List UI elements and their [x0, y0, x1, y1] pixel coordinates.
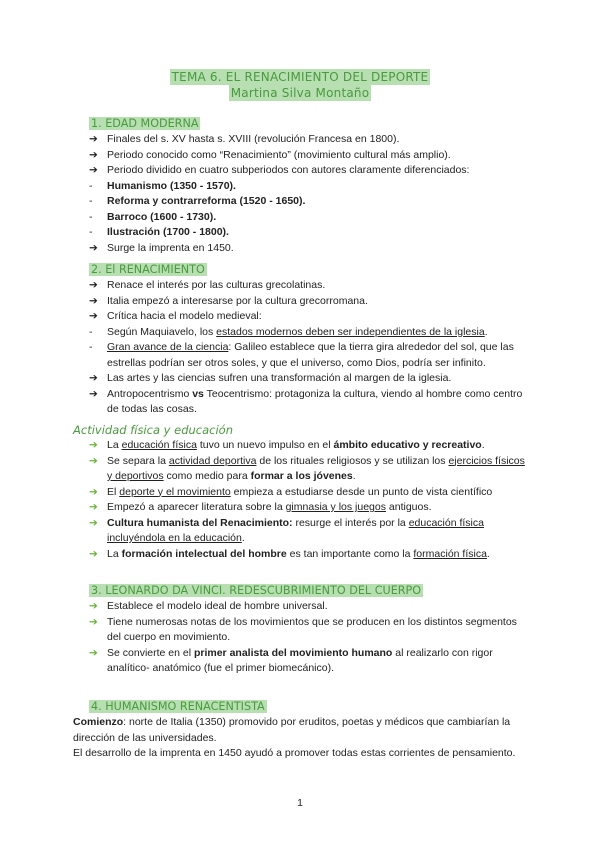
paragraph-imprenta: El desarrollo de la imprenta en 1450 ayudó a promover todas estas corrientes de pensamiento.: [73, 747, 516, 759]
list-item: [89, 516, 529, 547]
green-arrow-icon: ➔: [89, 516, 98, 529]
item-text: Renace el interés por las culturas grecolatinas.: [107, 279, 326, 291]
arrow-icon: ➔: [89, 310, 98, 322]
item-text: .: [352, 470, 356, 482]
green-arrow-icon: ➔: [89, 485, 98, 498]
item-text-bold: ámbito educativo y recreativo: [333, 439, 482, 451]
item-text: Reforma y contrarreforma (1520 - 1650).: [107, 195, 306, 207]
green-arrow-icon: ➔: [89, 439, 98, 451]
dash-icon: -: [89, 210, 93, 223]
section-heading-2: [89, 263, 207, 277]
paragraph-text: : norte de Italia (1350) promovido por eruditos, poetas y médicos que cambiarían la dirección de las universidades.: [73, 716, 511, 744]
section-heading-1-text: 1. EDAD MODERNA: [91, 117, 199, 130]
item-text: Periodo dividido en cuatro subperiodos con autores claramente diferenciados:: [107, 164, 470, 176]
item-text: Según Maquiavelo, los: [107, 325, 217, 338]
section-heading-1: [89, 117, 200, 131]
list-item: [89, 148, 529, 164]
list-item: [89, 340, 529, 371]
item-text: Las artes y las ciencias sufren una transformación al margen de la iglesia.: [107, 372, 452, 384]
list-item: [89, 454, 529, 485]
dash-icon: -: [89, 325, 93, 338]
item-text-underlined: gimnasia y los juegos: [285, 501, 386, 513]
green-arrow-icon: ➔: [89, 547, 98, 560]
item-text: Establece el modelo ideal de hombre universal.: [107, 600, 328, 612]
document-title: [0, 69, 600, 101]
list-item: [89, 371, 529, 387]
arrow-icon: ➔: [89, 372, 98, 384]
list-item: [89, 438, 529, 454]
item-text: tuvo un nuevo impulso en el: [196, 439, 334, 451]
arrow-icon: ➔: [89, 279, 98, 291]
item-text-underlined: educación física incluyéndola en la educación: [107, 516, 484, 544]
item-text: Periodo conocido como “Renacimiento” (movimiento cultural más amplio).: [107, 148, 451, 161]
title-line-2: Martina Silva Montaño: [230, 86, 370, 100]
item-text: al realizarlo con rigor analítico- anatómico (fue el primer biomecánico).: [107, 646, 493, 674]
section-heading-4: [89, 700, 267, 714]
page-number: 1: [297, 797, 303, 809]
list-item: [89, 225, 529, 241]
list-item: [89, 132, 529, 148]
section-1-list: [89, 132, 529, 256]
item-text: resurge el interés por la: [292, 516, 409, 529]
green-arrow-icon: ➔: [89, 615, 98, 628]
item-text-bold: formar a los jóvenes: [250, 470, 353, 482]
item-text-underlined: educación física: [121, 439, 197, 451]
item-text: Humanismo (1350 - 1570).: [107, 179, 236, 192]
item-text: .: [484, 325, 488, 338]
item-text: Se separa la: [107, 454, 169, 467]
item-text: La: [107, 547, 122, 560]
green-arrow-icon: ➔: [89, 454, 98, 467]
green-arrow-icon: ➔: [89, 501, 98, 513]
item-text: Se convierte en el: [107, 646, 194, 659]
list-item: [89, 500, 529, 516]
list-item: [89, 599, 529, 615]
section-heading-3: [89, 584, 423, 598]
green-arrow-icon: ➔: [89, 646, 98, 659]
item-text: antiguos.: [385, 501, 432, 513]
item-text: El: [107, 485, 120, 498]
arrow-icon: ➔: [89, 133, 98, 145]
subsection-list: [89, 438, 529, 562]
item-text: Ilustración (1700 - 1800).: [107, 226, 229, 238]
list-item: [89, 179, 529, 195]
list-item: [89, 325, 529, 341]
list-item: [89, 646, 529, 677]
item-text: Surge la imprenta en 1450.: [107, 241, 234, 254]
dash-icon: -: [89, 226, 93, 238]
title-line-1: TEMA 6. EL RENACIMIENTO DEL DEPORTE: [171, 70, 429, 84]
item-text: .: [241, 532, 245, 544]
section-heading-4-text: 4. HUMANISMO RENACENTISTA: [91, 700, 265, 713]
list-item: [89, 615, 529, 646]
list-item: [89, 278, 529, 294]
item-text-underlined: ejercicios físicos y deportivos: [107, 454, 525, 482]
item-text: empieza a estudiarse desde un punto de vista científico: [230, 485, 493, 498]
arrow-icon: ➔: [89, 241, 98, 254]
item-text-underlined: Gran avance de la ciencia: [107, 341, 229, 353]
item-text: Crítica hacia el modelo medieval:: [107, 310, 262, 322]
list-item: [89, 387, 529, 418]
item-text: Empezó a aparecer literatura sobre la: [107, 501, 286, 513]
item-text: .: [486, 547, 490, 560]
item-text: Antropocentrismo: [107, 387, 193, 400]
arrow-icon: ➔: [89, 294, 98, 307]
arrow-icon: ➔: [89, 387, 98, 400]
list-item: [89, 194, 529, 210]
arrow-icon: ➔: [89, 148, 98, 161]
item-text: como medio para: [163, 470, 251, 482]
list-item: [89, 294, 529, 310]
item-text-bold: primer analista del movimiento humano: [193, 646, 393, 659]
item-text: de los rituales religiosos y se utilizan los: [256, 454, 449, 467]
dash-icon: -: [89, 179, 93, 192]
list-item: [89, 210, 529, 226]
section-2-list: [89, 278, 529, 418]
dash-icon: -: [89, 195, 93, 207]
item-text-underlined: deporte y el movimiento: [119, 485, 231, 498]
section-heading-2-text: 2. El RENACIMIENTO: [91, 263, 205, 276]
item-text: .: [481, 439, 485, 451]
item-text: Tiene numerosas notas de los movimientos que se producen en los distintos segmentos del cuerpo en movimiento.: [107, 615, 517, 643]
item-text: es tan importante como la: [286, 547, 414, 560]
subsection-heading: Actividad física y educación: [73, 423, 233, 437]
list-item: [89, 547, 529, 563]
list-item: [89, 241, 529, 257]
item-text: Barroco (1600 - 1730).: [107, 210, 217, 223]
item-text: La: [107, 439, 122, 451]
list-item: [89, 309, 529, 325]
item-text: Finales del s. XV hasta s. XVIII (revolución Francesa en 1800).: [107, 133, 400, 145]
green-arrow-icon: ➔: [89, 600, 98, 612]
item-text-underlined: actividad deportiva: [168, 454, 257, 467]
item-text: Teocentrismo: protagoniza la cultura, viendo al hombre como centro de todas las cosas.: [107, 387, 523, 415]
item-text-underlined: estados modernos deben ser independientes de la iglesia: [216, 325, 485, 338]
section-heading-3-text: 3. LEONARDO DA VINCI. REDESCUBRIMIENTO DEL CUERPO: [91, 584, 422, 597]
paragraph-bold: Comienzo: [73, 716, 124, 728]
list-item: [89, 163, 529, 179]
item-text-bold: Cultura humanista del Renacimiento:: [107, 516, 293, 529]
item-text-bold: vs: [192, 387, 204, 400]
section-3-list: [89, 599, 529, 677]
item-text-bold: formación intelectual del hombre: [121, 547, 287, 560]
paragraph-comienzo: [73, 715, 528, 746]
item-text: Italia empezó a interesarse por la cultura grecorromana.: [107, 294, 368, 307]
arrow-icon: ➔: [89, 164, 98, 176]
item-text: : Galileo establece que la tierra gira alrededor del sol, que las estrellas podrían ser otros soles, y que el universo, como Dios, podría ser infinito.: [107, 341, 514, 369]
item-text-underlined: formación física: [413, 547, 487, 560]
dash-icon: -: [89, 341, 93, 353]
list-item: [89, 485, 529, 501]
